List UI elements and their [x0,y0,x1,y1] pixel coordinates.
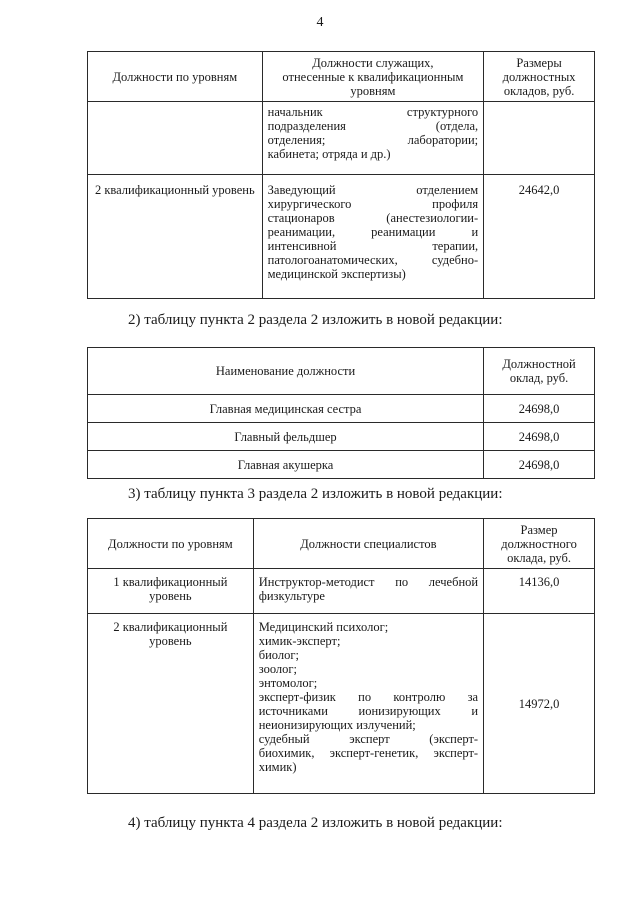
t2-r1-salary: 24698,0 [484,395,595,423]
table-3 [87,518,595,794]
t3-r1-position: Инструктор-методист по лечебной физкультуре [253,569,483,614]
t3-header-position: Должности специалистов [253,519,483,569]
t3-r2-position: Медицинский психолог; химик-эксперт; биолог; зоолог; энтомолог; эксперт-физик по контролю за источниками ионизирующих и неионизирующих излучений; судебный эксперт (эксперт- биохимик, эксперт-генетик, эксперт- химик) [253,614,483,794]
table-row [88,451,595,479]
table-row [88,423,595,451]
t1-r2-level: 2 квалификационный уровень [88,175,263,299]
t1-header-position: Должности служащих, отнесенные к квалификационным уровням [262,52,484,102]
t1-header-level: Должности по уровням [88,52,263,102]
t2-r2-name: Главный фельдшер [88,423,484,451]
table-2-header-row [88,348,595,395]
t3-r1-salary: 14136,0 [484,569,595,614]
t3-header-salary: Размер должностного оклада, руб. [484,519,595,569]
t1-r2-position: Заведующий отделением хирургического профиля стационаров (анестезиологии- реанимации, реанимации и интенсивной терапии, патологоанатомических, судебно- медицинской экспертизы) [262,175,484,299]
t2-header-name: Наименование должности [88,348,484,395]
t3-r2-salary: 14972,0 [484,614,595,794]
table-1 [87,51,595,299]
t1-r1-position: начальник структурного подразделения (отдела, отделения; лаборатории; кабинета; отряда и др.) [262,102,484,175]
t3-header-level: Должности по уровням [88,519,254,569]
t2-r3-salary: 24698,0 [484,451,595,479]
t1-r1-level [88,102,263,175]
t2-r1-name: Главная медицинская сестра [88,395,484,423]
t2-r3-name: Главная акушерка [88,451,484,479]
t2-r2-salary: 24698,0 [484,423,595,451]
t3-r2-level: 2 квалификационный уровень [88,614,254,794]
table-row [88,395,595,423]
table-3-header-row [88,519,595,569]
t1-header-salary: Размеры должностных окладов, руб. [484,52,595,102]
table-row [88,175,595,299]
table-row [88,614,595,794]
t1-r2-salary: 24642,0 [484,175,595,299]
t1-r1-salary [484,102,595,175]
table-1-header-row [88,52,595,102]
table-row [88,569,595,614]
table-row [88,102,595,175]
paragraph-4: 4) таблицу пункта 4 раздела 2 изложить в новой редакции: [128,815,503,831]
paragraph-2: 2) таблицу пункта 2 раздела 2 изложить в новой редакции: [128,312,503,328]
paragraph-3: 3) таблицу пункта 3 раздела 2 изложить в новой редакции: [128,486,503,502]
t2-header-salary: Должностной оклад, руб. [484,348,595,395]
page-number: 4 [316,15,324,30]
table-2 [87,347,595,479]
t3-r1-level: 1 квалификационный уровень [88,569,254,614]
